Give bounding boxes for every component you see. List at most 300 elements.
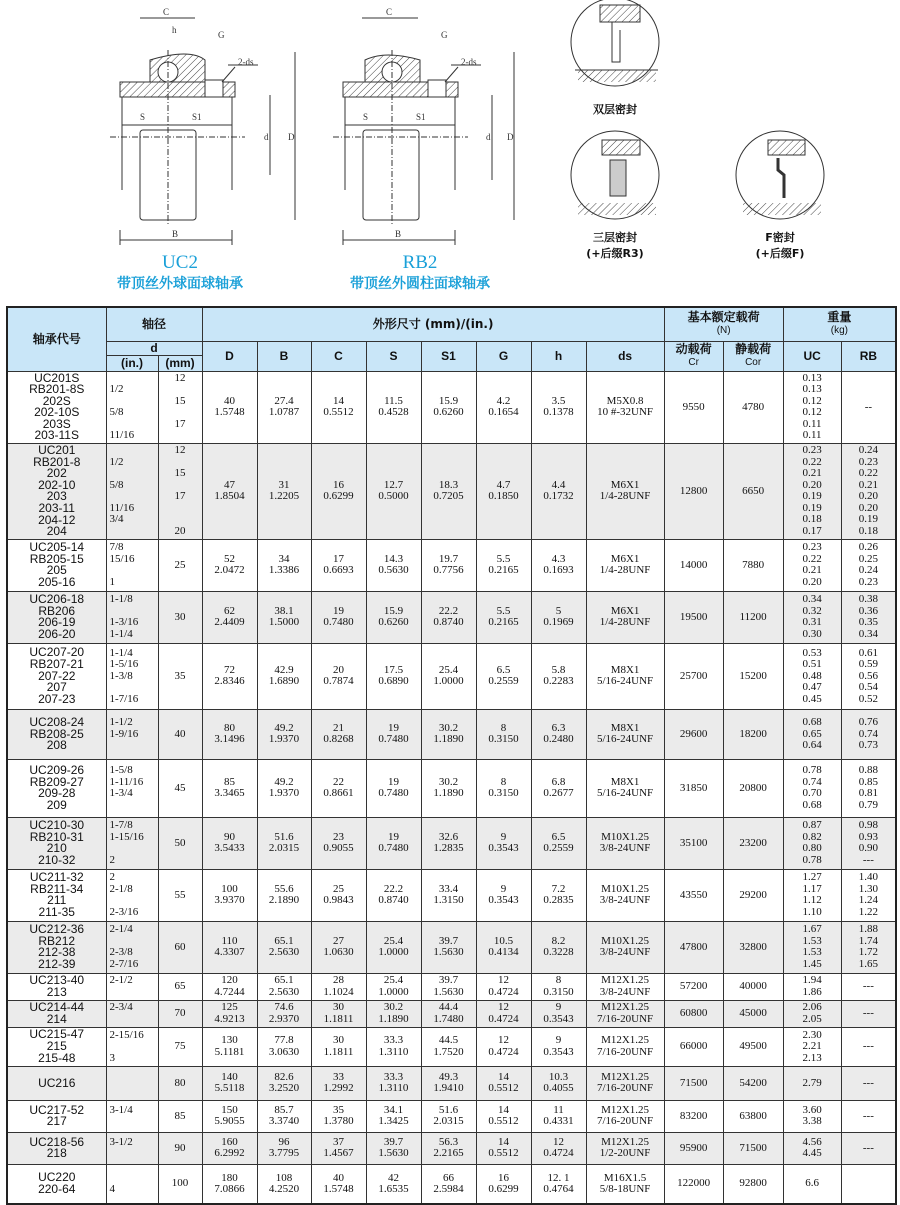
cell-shaft-mm: 100 — [158, 1164, 202, 1204]
seal-f-label: F密封 (+后缀F) — [755, 231, 805, 260]
header-S1: S1 — [421, 341, 476, 371]
cell-dim-ds: M12X1.25 7/16-20UNF — [586, 1000, 664, 1027]
svg-text:C: C — [386, 7, 393, 17]
cell-dim-h: 9 0.3543 — [531, 1000, 586, 1027]
cell-dynamic-load: 14000 — [664, 539, 723, 591]
cell-weight-rb: 0.38 0.36 0.35 0.34 — [841, 591, 896, 643]
cell-dim-d: 90 3.5433 — [202, 817, 257, 869]
cell-weight-rb: -- — [841, 371, 896, 444]
cell-dim-c: 28 1.1024 — [311, 973, 366, 1000]
cell-dim-s: 33.3 1.3110 — [366, 1027, 421, 1066]
cell-dim-ds: M6X1 1/4-28UNF — [586, 444, 664, 540]
cell-dim-c: 14 0.5512 — [311, 371, 366, 444]
cell-dim-d: 180 7.0866 — [202, 1164, 257, 1204]
cell-dim-ds: M12X1.25 7/16-20UNF — [586, 1066, 664, 1100]
cell-bearing-code: UC207-20 RB207-21 207-22 207 207-23 — [7, 643, 106, 709]
cell-dim-s: 33.3 1.3110 — [366, 1066, 421, 1100]
seal-triple-label: 三层密封 (+后缀R3) — [586, 231, 644, 260]
cell-dim-g: 5.5 0.2165 — [476, 591, 531, 643]
table-row — [7, 591, 896, 643]
cell-dim-c: 22 0.8661 — [311, 759, 366, 817]
header-load-rating: 基本额定载荷 (N) — [664, 307, 783, 341]
cell-static-load: 6650 — [723, 444, 783, 540]
table-body — [7, 371, 896, 1204]
cell-static-load: 92800 — [723, 1164, 783, 1204]
cell-dim-c: 19 0.7480 — [311, 591, 366, 643]
cell-shaft-mm: 55 — [158, 869, 202, 921]
seal-double-drawing — [571, 0, 659, 86]
cell-dim-b: 49.2 1.9370 — [257, 709, 311, 759]
cell-dim-d: 160 6.2992 — [202, 1132, 257, 1164]
cell-dynamic-load: 95900 — [664, 1132, 723, 1164]
cell-dim-h: 10.3 0.4055 — [531, 1066, 586, 1100]
cell-shaft-mm: 40 — [158, 709, 202, 759]
cell-dim-s1: 33.4 1.3150 — [421, 869, 476, 921]
header-D: D — [202, 341, 257, 371]
cell-dim-s: 30.2 1.1890 — [366, 1000, 421, 1027]
cell-shaft-mm: 12 15 17 — [158, 371, 202, 444]
cell-dim-ds: M10X1.25 3/8-24UNF — [586, 921, 664, 973]
cell-dim-s1: 51.6 2.0315 — [421, 1100, 476, 1132]
cell-dim-h: 6.5 0.2559 — [531, 817, 586, 869]
cell-dim-c: 23 0.9055 — [311, 817, 366, 869]
cell-dynamic-load: 57200 — [664, 973, 723, 1000]
cell-dim-ds: M16X1.5 5/8-18UNF — [586, 1164, 664, 1204]
cell-static-load: 29200 — [723, 869, 783, 921]
cell-dim-c: 27 1.0630 — [311, 921, 366, 973]
cell-shaft-mm: 45 — [158, 759, 202, 817]
cell-dim-h: 5 0.1969 — [531, 591, 586, 643]
cell-shaft-inch: 1-5/8 1-11/16 1-3/4 — [106, 759, 158, 817]
table-row — [7, 539, 896, 591]
cell-shaft-mm: 85 — [158, 1100, 202, 1132]
cell-weight-rb: --- — [841, 1066, 896, 1100]
cell-dynamic-load: 71500 — [664, 1066, 723, 1100]
cell-static-load: 40000 — [723, 973, 783, 1000]
cell-dim-s1: 30.2 1.1890 — [421, 709, 476, 759]
cell-dim-g: 12 0.4724 — [476, 1027, 531, 1066]
cell-shaft-inch: 3-1/4 — [106, 1100, 158, 1132]
cell-dim-b: 65.1 2.5630 — [257, 921, 311, 973]
cell-dim-c: 20 0.7874 — [311, 643, 366, 709]
cell-shaft-mm: 80 — [158, 1066, 202, 1100]
header-weight: 重量 (kg) — [783, 307, 896, 341]
cell-static-load: 11200 — [723, 591, 783, 643]
cell-dim-s1: 39.7 1.5630 — [421, 973, 476, 1000]
cell-shaft-inch: 2-15/16 3 — [106, 1027, 158, 1066]
cell-dim-b: 55.6 2.1890 — [257, 869, 311, 921]
cell-static-load: 18200 — [723, 709, 783, 759]
svg-text:d: d — [264, 132, 269, 142]
cell-dim-c: 17 0.6693 — [311, 539, 366, 591]
cell-dim-s1: 25.4 1.0000 — [421, 643, 476, 709]
cell-dim-ds: M6X1 1/4-28UNF — [586, 539, 664, 591]
cell-dim-d: 85 3.3465 — [202, 759, 257, 817]
cell-shaft-mm: 35 — [158, 643, 202, 709]
cell-shaft-inch: 1-7/8 1-15/16 2 — [106, 817, 158, 869]
cell-dim-d: 72 2.8346 — [202, 643, 257, 709]
table-row — [7, 1164, 896, 1204]
cell-weight-rb: --- — [841, 973, 896, 1000]
cell-dim-d: 47 1.8504 — [202, 444, 257, 540]
svg-text:G: G — [441, 30, 448, 40]
cell-dim-ds: M12X1.25 1/2-20UNF — [586, 1132, 664, 1164]
uc2-description: 带顶丝外球面球轴承 — [117, 276, 243, 292]
cell-dim-c: 25 0.9843 — [311, 869, 366, 921]
cell-dim-s1: 66 2.5984 — [421, 1164, 476, 1204]
cell-dim-c: 21 0.8268 — [311, 709, 366, 759]
cell-dim-d: 110 4.3307 — [202, 921, 257, 973]
cell-dim-ds: M10X1.25 3/8-24UNF — [586, 817, 664, 869]
cell-weight-uc: 6.6 — [783, 1164, 841, 1204]
cell-dynamic-load: 43550 — [664, 869, 723, 921]
table-row — [7, 869, 896, 921]
svg-text:D: D — [507, 132, 514, 142]
header-d: d — [106, 341, 202, 355]
svg-text:d: d — [486, 132, 491, 142]
cell-dim-b: 49.2 1.9370 — [257, 759, 311, 817]
cell-dim-ds: M10X1.25 3/8-24UNF — [586, 869, 664, 921]
cell-dim-c: 37 1.4567 — [311, 1132, 366, 1164]
cell-dim-ds: M8X1 5/16-24UNF — [586, 643, 664, 709]
cell-dynamic-load: 47800 — [664, 921, 723, 973]
cell-shaft-mm: 75 — [158, 1027, 202, 1066]
cell-bearing-code: UC208-24 RB208-25 208 — [7, 709, 106, 759]
cell-dynamic-load: 35100 — [664, 817, 723, 869]
cell-shaft-inch: 3-1/2 — [106, 1132, 158, 1164]
cell-bearing-code: UC201 RB201-8 202 202-10 203 203-11 204-12 204 — [7, 444, 106, 540]
cell-dim-g: 8 0.3150 — [476, 709, 531, 759]
cell-dim-s: 12.7 0.5000 — [366, 444, 421, 540]
cell-shaft-inch: 2 2-1/8 2-3/16 — [106, 869, 158, 921]
cell-dim-c: 30 1.1811 — [311, 1000, 366, 1027]
cell-shaft-mm: 70 — [158, 1000, 202, 1027]
svg-text:S1: S1 — [416, 112, 426, 122]
cell-weight-uc: 0.13 0.13 0.12 0.12 0.11 0.11 — [783, 371, 841, 444]
cell-static-load: 23200 — [723, 817, 783, 869]
cell-dynamic-load: 9550 — [664, 371, 723, 444]
cell-weight-rb: 0.26 0.25 0.24 0.23 — [841, 539, 896, 591]
cell-dim-g: 12 0.4724 — [476, 1000, 531, 1027]
cell-shaft-inch: 7/8 15/16 1 — [106, 539, 158, 591]
svg-text:C: C — [163, 7, 170, 17]
cell-dim-h: 11 0.4331 — [531, 1100, 586, 1132]
cell-dim-h: 7.2 0.2835 — [531, 869, 586, 921]
table-row — [7, 1000, 896, 1027]
cell-dim-d: 100 3.9370 — [202, 869, 257, 921]
cell-static-load: 63800 — [723, 1100, 783, 1132]
cell-weight-rb — [841, 1164, 896, 1204]
cell-dim-s: 15.9 0.6260 — [366, 591, 421, 643]
cell-dim-g: 5.5 0.2165 — [476, 539, 531, 591]
cell-weight-rb: --- — [841, 1132, 896, 1164]
cell-bearing-code: UC205-14 RB205-15 205 205-16 — [7, 539, 106, 591]
cell-weight-uc: 0.87 0.82 0.80 0.78 — [783, 817, 841, 869]
svg-text:D: D — [288, 132, 295, 142]
cell-dim-b: 34 1.3386 — [257, 539, 311, 591]
cell-dim-b: 27.4 1.0787 — [257, 371, 311, 444]
cell-dim-c: 40 1.5748 — [311, 1164, 366, 1204]
cell-dim-ds: M8X1 5/16-24UNF — [586, 709, 664, 759]
table-row — [7, 444, 896, 540]
svg-text:S1: S1 — [192, 112, 202, 122]
seal-f-drawing — [736, 131, 824, 219]
cell-weight-rb: 1.88 1.74 1.72 1.65 — [841, 921, 896, 973]
cell-static-load: 49500 — [723, 1027, 783, 1066]
cell-dim-g: 16 0.6299 — [476, 1164, 531, 1204]
cell-dim-h: 4.3 0.1693 — [531, 539, 586, 591]
cell-shaft-inch: 2-1/2 — [106, 973, 158, 1000]
cell-dim-g: 8 0.3150 — [476, 759, 531, 817]
cell-weight-rb: --- — [841, 1000, 896, 1027]
header-uc: UC — [783, 341, 841, 371]
cell-shaft-mm: 90 — [158, 1132, 202, 1164]
cell-shaft-inch: 1-1/8 1-3/16 1-1/4 — [106, 591, 158, 643]
cell-bearing-code: UC215-47 215 215-48 — [7, 1027, 106, 1066]
cell-dynamic-load: 122000 — [664, 1164, 723, 1204]
cell-weight-uc: 1.27 1.17 1.12 1.10 — [783, 869, 841, 921]
cell-dynamic-load: 83200 — [664, 1100, 723, 1132]
cell-dim-s1: 44.4 1.7480 — [421, 1000, 476, 1027]
cell-weight-uc: 0.23 0.22 0.21 0.20 — [783, 539, 841, 591]
cell-dim-ds: M8X1 5/16-24UNF — [586, 759, 664, 817]
cell-dim-c: 16 0.6299 — [311, 444, 366, 540]
cell-dim-ds: M12X1.25 7/16-20UNF — [586, 1027, 664, 1066]
cell-weight-uc: 4.56 4.45 — [783, 1132, 841, 1164]
cell-dim-h: 9 0.3543 — [531, 1027, 586, 1066]
cell-dim-s: 11.5 0.4528 — [366, 371, 421, 444]
uc2-caption — [110, 252, 250, 294]
rb2-description: 带顶丝外圆柱面球轴承 — [350, 276, 490, 292]
cell-static-load: 45000 — [723, 1000, 783, 1027]
cell-shaft-inch: 2-1/4 2-3/8 2-7/16 — [106, 921, 158, 973]
cell-dim-b: 108 4.2520 — [257, 1164, 311, 1204]
cell-dim-h: 3.5 0.1378 — [531, 371, 586, 444]
cell-dim-c: 30 1.1811 — [311, 1027, 366, 1066]
cell-dim-h: 5.8 0.2283 — [531, 643, 586, 709]
header-G: G — [476, 341, 531, 371]
cell-bearing-code: UC220 220-64 — [7, 1164, 106, 1204]
cell-dim-h: 8.2 0.3228 — [531, 921, 586, 973]
cell-dim-ds: M12X1.25 3/8-24UNF — [586, 973, 664, 1000]
cell-shaft-inch: 4 — [106, 1164, 158, 1204]
cell-bearing-code: UC211-32 RB211-34 211 211-35 — [7, 869, 106, 921]
header-dynamic-load: 动载荷 Cr — [664, 341, 723, 371]
cell-weight-uc: 0.23 0.22 0.21 0.20 0.19 0.19 0.18 0.17 — [783, 444, 841, 540]
table-row — [7, 817, 896, 869]
cell-dim-b: 65.1 2.5630 — [257, 973, 311, 1000]
cell-static-load: 71500 — [723, 1132, 783, 1164]
cell-dim-s1: 30.2 1.1890 — [421, 759, 476, 817]
cell-bearing-code: UC216 — [7, 1066, 106, 1100]
cell-dim-g: 14 0.5512 — [476, 1066, 531, 1100]
cell-dim-g: 9 0.3543 — [476, 869, 531, 921]
cell-dim-b: 85.7 3.3740 — [257, 1100, 311, 1132]
uc2-model: UC2 — [162, 252, 198, 273]
cell-bearing-code: UC206-18 RB206 206-19 206-20 — [7, 591, 106, 643]
cell-dim-h: 4.4 0.1732 — [531, 444, 586, 540]
table-row — [7, 921, 896, 973]
svg-text:S: S — [363, 112, 369, 122]
cell-static-load: 7880 — [723, 539, 783, 591]
table-row — [7, 371, 896, 444]
cell-weight-rb: --- — [841, 1027, 896, 1066]
cell-dim-s: 22.2 0.8740 — [366, 869, 421, 921]
cell-dim-g: 12 0.4724 — [476, 973, 531, 1000]
cell-dim-d: 52 2.0472 — [202, 539, 257, 591]
header-dimensions: 外形尺寸 (mm)/(in.) — [202, 307, 664, 341]
cell-dim-g: 6.5 0.2559 — [476, 643, 531, 709]
cell-dim-d: 140 5.5118 — [202, 1066, 257, 1100]
table-row — [7, 1132, 896, 1164]
cell-shaft-inch — [106, 1066, 158, 1100]
diagram-area — [0, 0, 900, 300]
svg-text:B: B — [395, 229, 402, 239]
table-row — [7, 1100, 896, 1132]
cell-weight-uc: 1.67 1.53 1.53 1.45 — [783, 921, 841, 973]
header-bearing-code: 轴承代号 — [7, 307, 106, 371]
cell-dim-b: 51.6 2.0315 — [257, 817, 311, 869]
cell-weight-uc: 3.60 3.38 — [783, 1100, 841, 1132]
cell-dim-b: 31 1.2205 — [257, 444, 311, 540]
header-h: h — [531, 341, 586, 371]
cell-dim-ds: M6X1 1/4-28UNF — [586, 591, 664, 643]
cell-dynamic-load: 25700 — [664, 643, 723, 709]
cell-shaft-mm: 50 — [158, 817, 202, 869]
table-row — [7, 973, 896, 1000]
cell-weight-uc: 2.79 — [783, 1066, 841, 1100]
cell-bearing-code: UC212-36 RB212 212-38 212-39 — [7, 921, 106, 973]
svg-text:h: h — [172, 25, 177, 35]
cell-dim-d: 80 3.1496 — [202, 709, 257, 759]
cell-dim-h: 12. 1 0.4764 — [531, 1164, 586, 1204]
cell-dim-s: 19 0.7480 — [366, 759, 421, 817]
header-shaft-diameter: 轴径 — [106, 307, 202, 341]
table-row — [7, 1066, 896, 1100]
cell-weight-rb: 0.24 0.23 0.22 0.21 0.20 0.20 0.19 0.18 — [841, 444, 896, 540]
cell-weight-uc: 0.68 0.65 0.64 — [783, 709, 841, 759]
cell-dim-d: 125 4.9213 — [202, 1000, 257, 1027]
cell-dim-d: 62 2.4409 — [202, 591, 257, 643]
cell-dim-s1: 56.3 2.2165 — [421, 1132, 476, 1164]
cell-bearing-code: UC209-26 RB209-27 209-28 209 — [7, 759, 106, 817]
header-inch: (in.) — [106, 355, 158, 371]
header-mm: (mm) — [158, 355, 202, 371]
table-row — [7, 1027, 896, 1066]
cell-weight-rb: 1.40 1.30 1.24 1.22 — [841, 869, 896, 921]
cell-dim-h: 12 0.4724 — [531, 1132, 586, 1164]
header-rb: RB — [841, 341, 896, 371]
cell-dim-s: 25.4 1.0000 — [366, 921, 421, 973]
cell-dim-g: 14 0.5512 — [476, 1100, 531, 1132]
seal-triple-drawing — [571, 131, 659, 219]
cell-dim-g: 9 0.3543 — [476, 817, 531, 869]
cell-dynamic-load: 19500 — [664, 591, 723, 643]
cell-dynamic-load: 31850 — [664, 759, 723, 817]
cell-dim-s1: 19.7 0.7756 — [421, 539, 476, 591]
svg-text:B: B — [172, 229, 179, 239]
cell-weight-rb: 0.61 0.59 0.56 0.54 0.52 — [841, 643, 896, 709]
cell-bearing-code: UC217-52 217 — [7, 1100, 106, 1132]
cell-weight-rb: 0.98 0.93 0.90 --- — [841, 817, 896, 869]
cell-dim-g: 4.7 0.1850 — [476, 444, 531, 540]
cell-dim-s1: 44.5 1.7520 — [421, 1027, 476, 1066]
rb2-caption — [330, 252, 510, 294]
cell-bearing-code: UC218-56 218 — [7, 1132, 106, 1164]
cell-shaft-mm: 12 15 17 20 — [158, 444, 202, 540]
table-row — [7, 759, 896, 817]
header-S: S — [366, 341, 421, 371]
cell-dim-s: 42 1.6535 — [366, 1164, 421, 1204]
cell-shaft-mm: 25 — [158, 539, 202, 591]
cell-dim-g: 4.2 0.1654 — [476, 371, 531, 444]
cell-shaft-mm: 30 — [158, 591, 202, 643]
cell-dim-s: 34.1 1.3425 — [366, 1100, 421, 1132]
header-B: B — [257, 341, 311, 371]
cell-dynamic-load: 66000 — [664, 1027, 723, 1066]
cell-shaft-inch: 1-1/2 1-9/16 — [106, 709, 158, 759]
cell-dim-ds: M12X1.25 7/16-20UNF — [586, 1100, 664, 1132]
cell-dim-b: 82.6 3.2520 — [257, 1066, 311, 1100]
cell-dynamic-load: 12800 — [664, 444, 723, 540]
cell-static-load: 15200 — [723, 643, 783, 709]
cell-dynamic-load: 60800 — [664, 1000, 723, 1027]
cell-dim-b: 96 3.7795 — [257, 1132, 311, 1164]
header-static-load: 静载荷 Cor — [723, 341, 783, 371]
cell-dim-s: 25.4 1.0000 — [366, 973, 421, 1000]
seal-double-label: 双层密封 — [593, 103, 637, 116]
svg-text:G: G — [218, 30, 225, 40]
svg-text:S: S — [140, 112, 146, 122]
cell-dim-d: 150 5.9055 — [202, 1100, 257, 1132]
cell-weight-uc: 0.34 0.32 0.31 0.30 — [783, 591, 841, 643]
cell-dim-s1: 15.9 0.6260 — [421, 371, 476, 444]
cell-shaft-inch: 1/2 5/8 11/16 3/4 — [106, 444, 158, 540]
cell-dim-g: 10.5 0.4134 — [476, 921, 531, 973]
cell-dim-s1: 32.6 1.2835 — [421, 817, 476, 869]
cell-shaft-inch: 1/2 5/8 11/16 — [106, 371, 158, 444]
cell-weight-rb: --- — [841, 1100, 896, 1132]
svg-text:2-ds: 2-ds — [238, 57, 254, 67]
cell-bearing-code: UC201S RB201-8S 202S 202-10S 203S 203-11S — [7, 371, 106, 444]
cell-dim-b: 74.6 2.9370 — [257, 1000, 311, 1027]
cell-dim-s: 17.5 0.6890 — [366, 643, 421, 709]
cell-static-load: 54200 — [723, 1066, 783, 1100]
cell-static-load: 32800 — [723, 921, 783, 973]
cell-dim-b: 42.9 1.6890 — [257, 643, 311, 709]
cell-static-load: 20800 — [723, 759, 783, 817]
header-C: C — [311, 341, 366, 371]
cell-shaft-mm: 60 — [158, 921, 202, 973]
cell-dim-h: 6.3 0.2480 — [531, 709, 586, 759]
cell-bearing-code: UC210-30 RB210-31 210 210-32 — [7, 817, 106, 869]
cell-dynamic-load: 29600 — [664, 709, 723, 759]
cell-weight-uc: 2.30 2.21 2.13 — [783, 1027, 841, 1066]
cell-bearing-code: UC214-44 214 — [7, 1000, 106, 1027]
table-row — [7, 643, 896, 709]
cell-bearing-code: UC213-40 213 — [7, 973, 106, 1000]
cell-dim-c: 35 1.3780 — [311, 1100, 366, 1132]
header-ds: ds — [586, 341, 664, 371]
cell-dim-s1: 22.2 0.8740 — [421, 591, 476, 643]
cell-dim-h: 6.8 0.2677 — [531, 759, 586, 817]
cell-weight-uc: 0.78 0.74 0.70 0.68 — [783, 759, 841, 817]
svg-text:2-ds: 2-ds — [461, 57, 477, 67]
cell-dim-s1: 18.3 0.7205 — [421, 444, 476, 540]
cell-dim-d: 40 1.5748 — [202, 371, 257, 444]
cell-weight-uc: 0.53 0.51 0.48 0.47 0.45 — [783, 643, 841, 709]
cell-dim-ds: M5X0.8 10 #-32UNF — [586, 371, 664, 444]
